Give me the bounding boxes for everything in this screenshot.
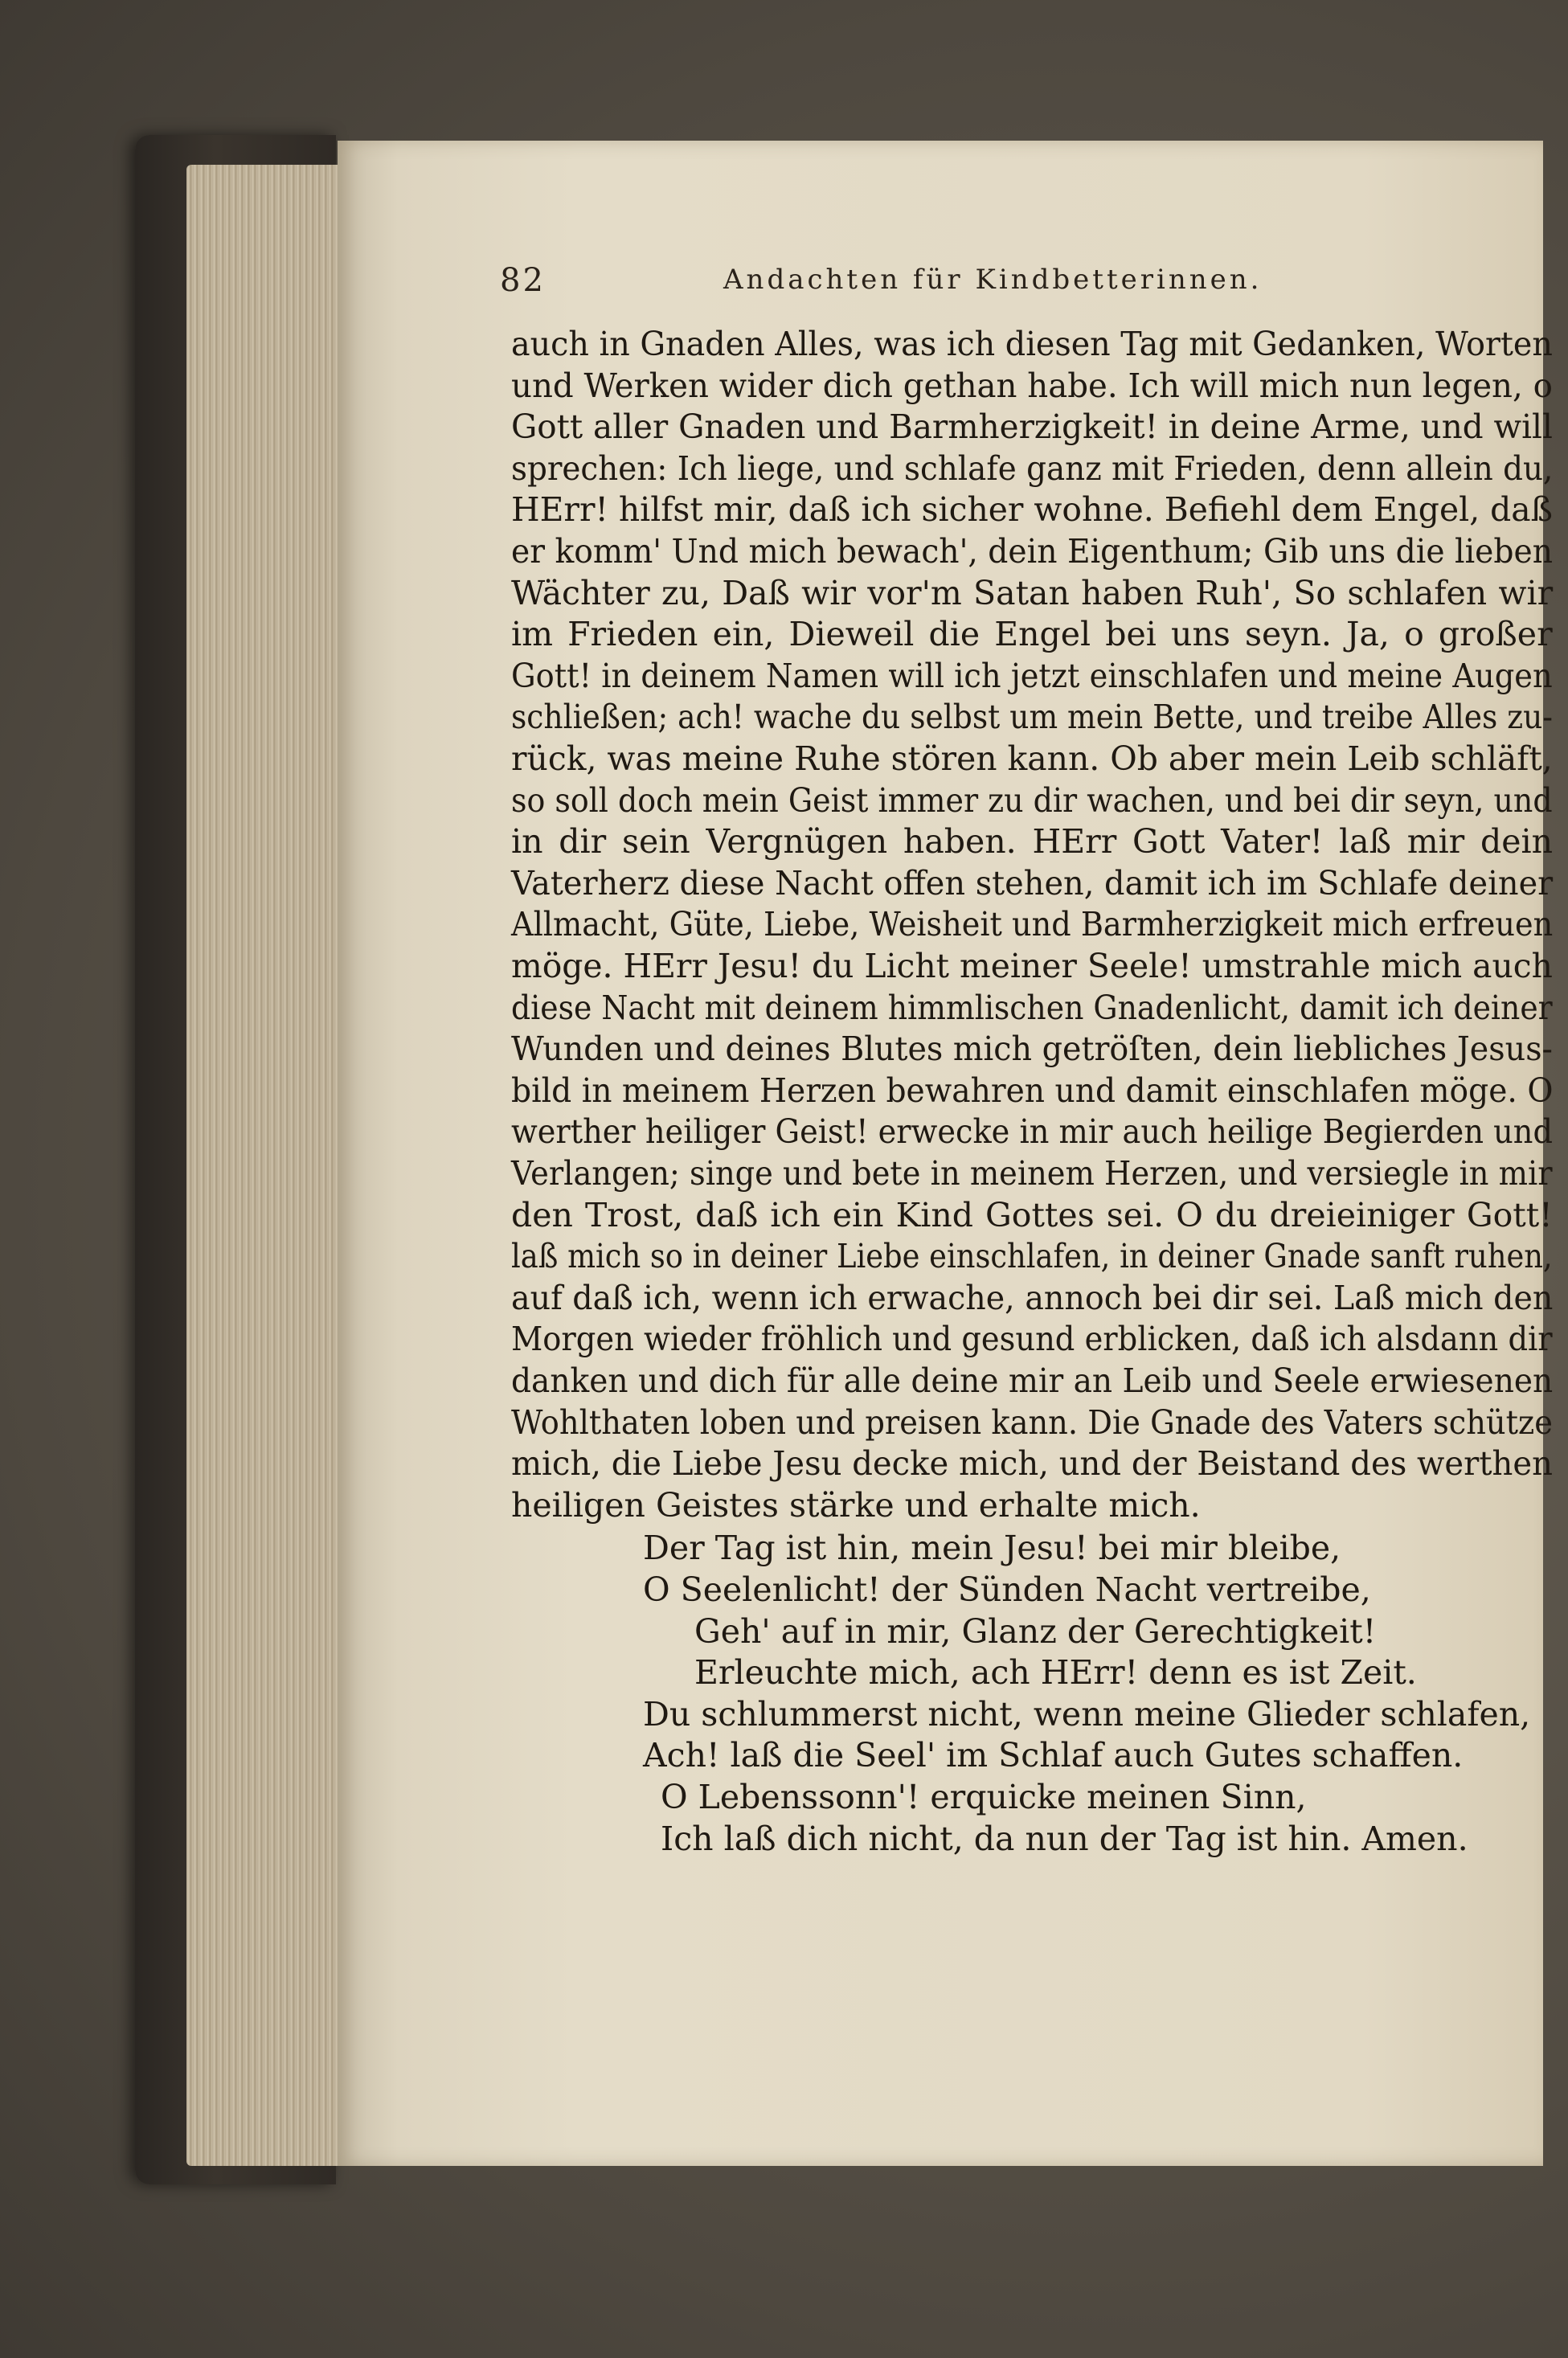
prose-line: Wunden und deines Blutes mich getröſten, dein liebliches Jesus- xyxy=(511,1030,1553,1069)
verse-line: Ich laß dich nicht, da nun der Tag ist hin. Amen. xyxy=(661,1819,1468,1858)
prose-line: heiligen Geistes stärke und erhalte mich. xyxy=(511,1485,1201,1525)
prose-line: schließen; ach! wache du selbst um mein Bette, und treibe Alles zu- xyxy=(511,698,1554,737)
prose-line: Verlangen; singe und bete in meinem Herzen, und versiegle in mir xyxy=(511,1154,1553,1193)
page-edges xyxy=(186,165,351,2166)
verse-line: O Seelenlicht! der Sünden Nacht vertreibe, xyxy=(643,1570,1371,1609)
prose-line: sprechen: Ich liege, und schlafe ganz mit Frieden, denn allein du, xyxy=(511,448,1554,488)
prose-line: Wächter zu, Daß wir vor'm Satan haben Ruh', So schlafen wir xyxy=(511,573,1554,612)
prose-line: rück, was meine Ruhe stören kann. Ob aber mein Leib schläft, xyxy=(511,739,1553,778)
prose-line: mich, die Liebe Jesu decke mich, und der Beistand des werthen xyxy=(511,1444,1553,1484)
prose-line: im Frieden ein, Dieweil die Engel bei uns seyn. Ja, o großer xyxy=(511,615,1553,654)
page-number: 82 xyxy=(500,262,546,299)
verse-line: Du schlummerst nicht, wenn meine Glieder schlafen, xyxy=(643,1694,1531,1734)
prose-line: Vaterherz diese Nacht offen stehen, damit ich im Schlafe deiner xyxy=(511,863,1554,903)
prose-line: werther heiliger Geist! erwecke in mir auch heilige Begierden und xyxy=(511,1112,1553,1152)
prose-line: bild in meinem Herzen bewahren und damit einschlafen möge. O xyxy=(511,1071,1554,1110)
page-header xyxy=(500,262,1304,310)
prose-line: so soll doch mein Geist immer zu dir wachen, und bei dir seyn, und xyxy=(511,780,1553,820)
prose-line: HErr! hilfst mir, daß ich sicher wohne. Befiehl dem Engel, daß xyxy=(511,490,1553,530)
verse-line: Der Tag ist hin, mein Jesu! bei mir bleibe, xyxy=(643,1529,1341,1568)
prose-line: er komm' Und mich bewach', dein Eigenthum; Gib uns die lieben xyxy=(511,532,1553,571)
running-title: Andachten für Kindbetterinnen. xyxy=(723,264,1263,296)
prose-line: Wohlthaten loben und preisen kann. Die Gnade des Vaters schütze xyxy=(511,1402,1553,1442)
prose-line: Gott! in deinem Namen will ich jetzt einschlafen und meine Augen xyxy=(511,656,1553,695)
prose-line: Allmacht, Güte, Liebe, Weisheit und Barmherzigkeit mich erfreuen xyxy=(511,905,1554,944)
prose-line: laß mich so in deiner Liebe einschlafen, in deiner Gnade sanft ruhen, xyxy=(511,1237,1553,1276)
prose-line: und Werken wider dich gethan habe. Ich will mich nun legen, o xyxy=(511,366,1553,405)
prose-line: in dir sein Vergnügen haben. HErr Gott Vater! laß mir dein xyxy=(511,822,1554,862)
prose-line: auf daß ich, wenn ich erwache, annoch bei dir sei. Laß mich den xyxy=(511,1278,1554,1317)
prose-line: diese Nacht mit deinem himmlischen Gnadenlicht, damit ich deiner xyxy=(511,988,1553,1027)
verse-line: O Lebenssonn'! erquicke meinen Sinn, xyxy=(661,1778,1307,1816)
prose-line: Morgen wieder fröhlich und gesund erblicken, daß ich alsdann dir xyxy=(511,1320,1553,1359)
prose-line: Gott aller Gnaden und Barmherzigkeit! in deine Arme, und will xyxy=(511,407,1553,447)
verse-line: Erleuchte mich, ach HErr! denn es ist Zeit. xyxy=(694,1653,1417,1693)
verse-line: Ach! laß die Seel' im Schlaf auch Gutes schaffen. xyxy=(643,1736,1464,1775)
prose-line: danken und dich für alle deine mir an Leib und Seele erwiesenen xyxy=(511,1361,1554,1400)
prose-line: den Trost, daß ich ein Kind Gottes sei. O du dreieiniger Gott! xyxy=(511,1195,1553,1234)
prose-line: möge. HErr Jesu! du Licht meiner Seele! umstrahle mich auch xyxy=(511,947,1553,985)
prose-line: auch in Gnaden Alles, was ich diesen Tag mit Gedanken, Worten xyxy=(511,325,1553,363)
verse-line: Geh' auf in mir, Glanz der Gerechtigkeit! xyxy=(694,1611,1377,1651)
